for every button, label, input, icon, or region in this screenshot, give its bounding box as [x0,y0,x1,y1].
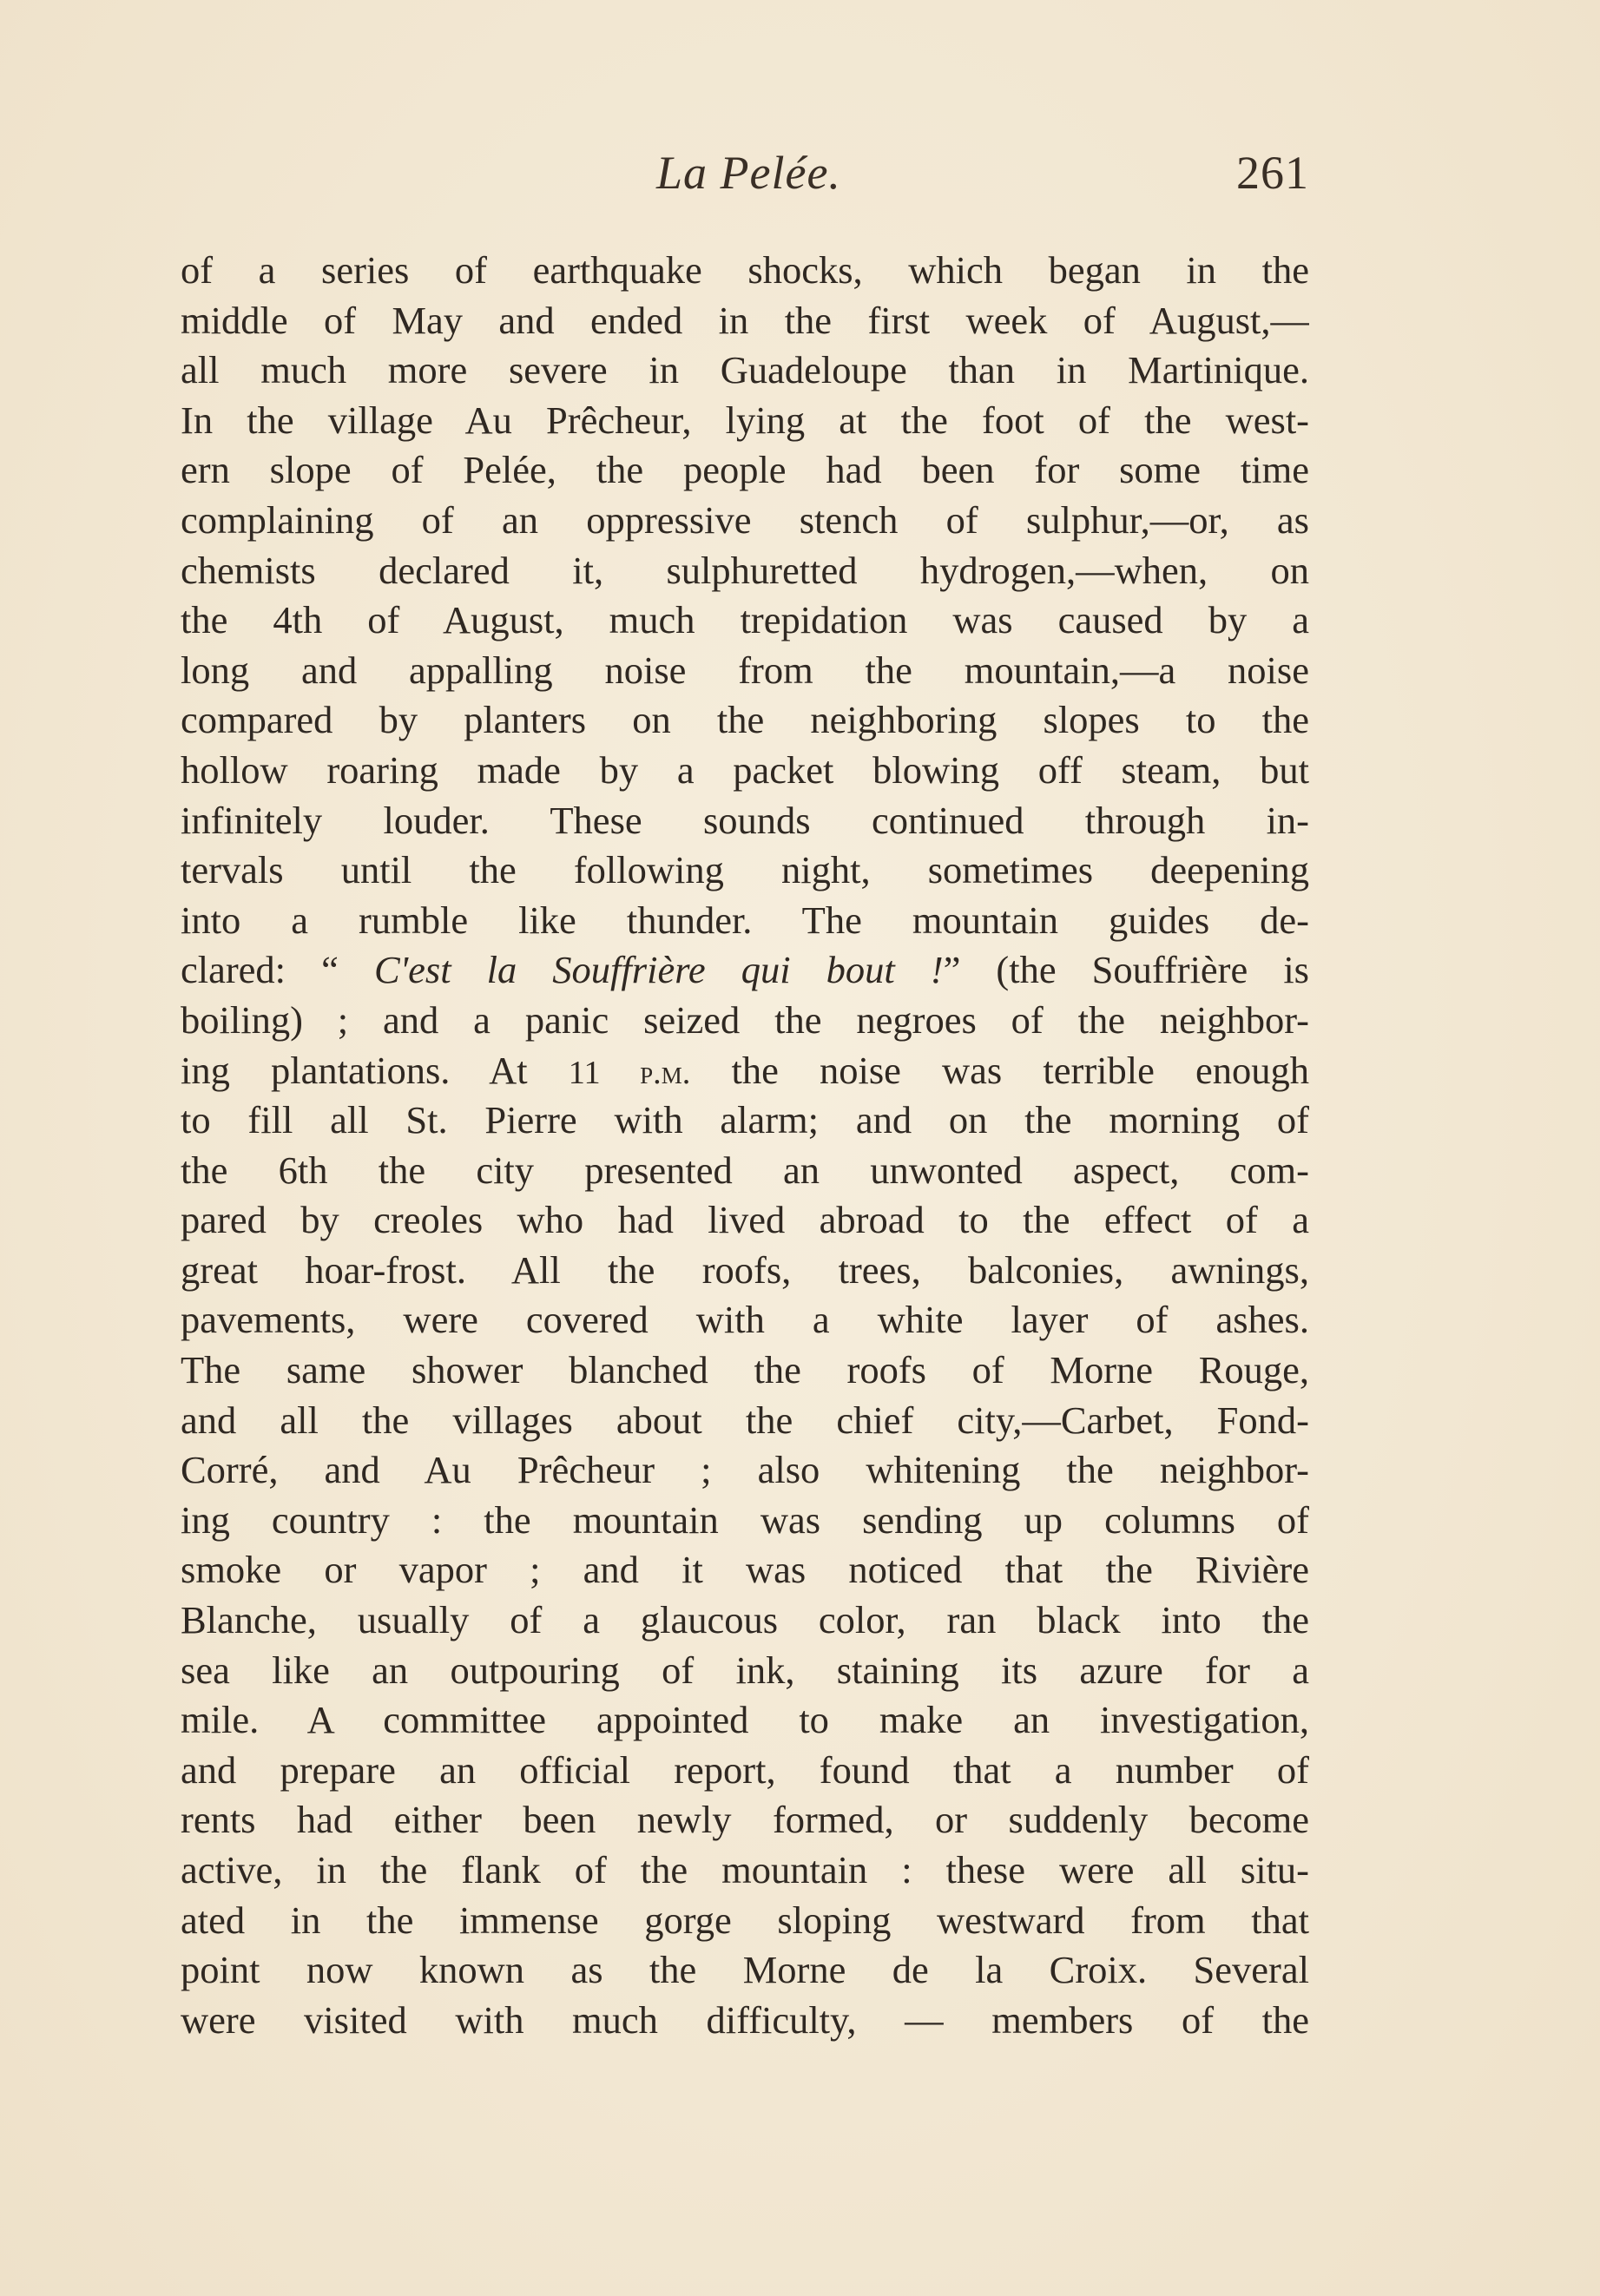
text-line: ern slope of Pelée, the people had been for some time [181,448,1309,492]
text-line: tervals until the following night, sometimes deepening [181,848,1309,892]
text-line: smoke or vapor ; and it was noticed that the Rivière [181,1548,1309,1592]
running-title: La Pelée. [656,147,841,199]
italic-quote: C'est la Souffrière qui bout ! [373,948,944,992]
text-line: were visited with much difficulty, — members of the [181,1997,1309,2042]
text-line: The same shower blanched the roofs of Morne Rouge, [181,1348,1309,1392]
text-line: boiling) ; and a panic seized the negroes of the neighbor- [181,997,1309,1042]
text-line: chemists declared it, sulphuretted hydrogen,—when, on [181,548,1309,592]
text-line: ing country : the mountain was sending up columns of [181,1497,1309,1542]
text-line: clared: “ C'est la Souffrière qui bout !” (the Souffrière is [181,948,1309,992]
body-text [181,246,1309,2045]
text-line: and prepare an official report, found that a number of [181,1747,1309,1792]
text-line: the 4th of August, much trepidation was caused by a [181,598,1309,642]
text-line: infinitely louder. These sounds continued through in- [181,798,1309,842]
text-line: to fill all St. Pierre with alarm; and on the morning of [181,1098,1309,1142]
text-line: and all the villages about the chief city,—Carbet, Fond- [181,1398,1309,1442]
text-line: pavements, were covered with a white layer of ashes. [181,1298,1309,1342]
text-line: mile. A committee appointed to make an investigation, [181,1698,1309,1742]
text-line: ated in the immense gorge sloping westward from that [181,1898,1309,1942]
text-line: sea like an outpouring of ink, staining its azure for a [181,1648,1309,1692]
text-line: active, in the flank of the mountain : these were all situ- [181,1848,1309,1891]
text-line: ing plantations. At 11 p.m. the noise was terrible enough [181,1048,1309,1092]
text-line: hollow roaring made by a packet blowing off steam, but [181,747,1309,792]
text-line: the 6th the city presented an unwonted aspect, com- [181,1148,1309,1192]
text-line: compared by planters on the neighboring slopes to the [181,698,1309,742]
text-line: rents had either been newly formed, or suddenly become [181,1798,1309,1842]
text-line: In the village Au Prêcheur, lying at the foot of the west- [181,398,1309,442]
text-line: into a rumble like thunder. The mountain guides de- [181,898,1309,942]
text-line: all much more severe in Guadeloupe than in Martinique. [181,348,1309,392]
page-number: 261 [1236,147,1309,199]
text-line: long and appalling noise from the mountain,—a noise [181,648,1309,692]
text-line: middle of May and ended in the first week of August,— [181,298,1309,342]
text-line: complaining of an oppressive stench of sulphur,—or, as [181,497,1309,542]
text-line: of a series of earthquake shocks, which began in the [181,248,1309,292]
time-small-caps: 11 p.m. [568,1054,691,1091]
text-line: great hoar-frost. All the roofs, trees, balconies, awnings, [181,1247,1309,1292]
text-line: point now known as the Morne de la Croix. Several [181,1948,1309,1992]
page-header [181,146,1309,207]
text-line: pared by creoles who had lived abroad to the effect of a [181,1198,1309,1242]
text-line: Blanche, usually of a glaucous color, ran black into the [181,1598,1309,1642]
text-line: Corré, and Au Prêcheur ; also whitening the neighbor- [181,1448,1309,1492]
